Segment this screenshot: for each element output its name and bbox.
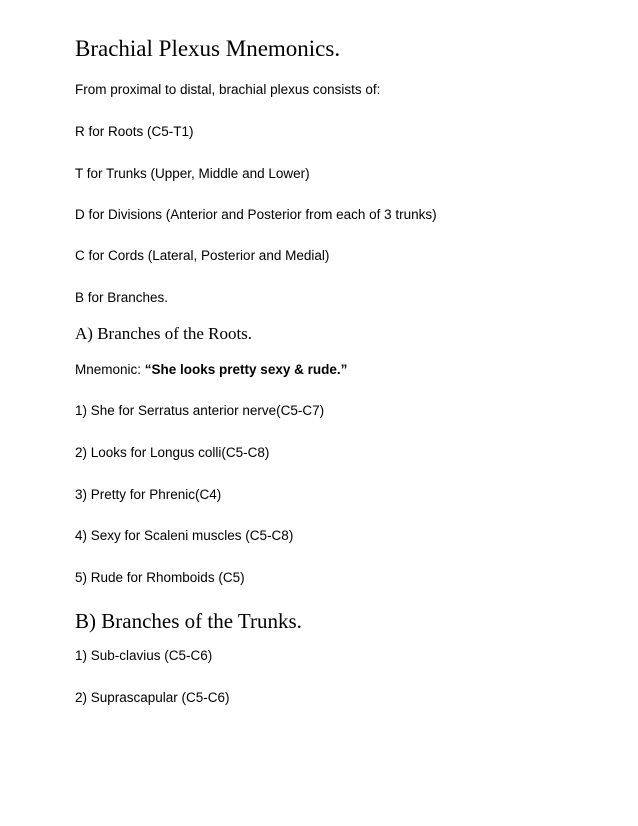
document-title: Brachial Plexus Mnemonics.	[75, 36, 341, 61]
component-trunks: T for Trunks (Upper, Middle and Lower)	[75, 166, 310, 181]
section-b-item-2: 2) Suprascapular (C5-C6)	[75, 690, 230, 705]
mnemonic-label: Mnemonic:	[75, 362, 145, 377]
section-b-heading: B) Branches of the Trunks.	[75, 609, 302, 633]
component-cords: C for Cords (Lateral, Posterior and Medial)	[75, 248, 330, 263]
section-a-item-4: 4) Sexy for Scaleni muscles (C5-C8)	[75, 528, 294, 543]
component-divisions: D for Divisions (Anterior and Posterior from each of 3 trunks)	[75, 207, 437, 222]
component-roots: R for Roots (C5-T1)	[75, 124, 194, 139]
section-b-item-1: 1) Sub-clavius (C5-C6)	[75, 648, 213, 663]
mnemonic-phrase: “She looks pretty sexy & rude.”	[144, 362, 348, 377]
section-a-item-1: 1) She for Serratus anterior nerve(C5-C7)	[75, 403, 325, 418]
section-a-item-5: 5) Rude for Rhomboids (C5)	[75, 570, 245, 585]
section-a-item-2: 2) Looks for Longus colli(C5-C8)	[75, 445, 270, 460]
mnemonic-line	[75, 361, 347, 379]
intro-text: From proximal to distal, brachial plexus consists of:	[75, 82, 381, 97]
section-a-item-3: 3) Pretty for Phrenic(C4)	[75, 487, 222, 502]
section-a-heading: A) Branches of the Roots.	[75, 324, 253, 343]
component-branches: B for Branches.	[75, 290, 169, 305]
